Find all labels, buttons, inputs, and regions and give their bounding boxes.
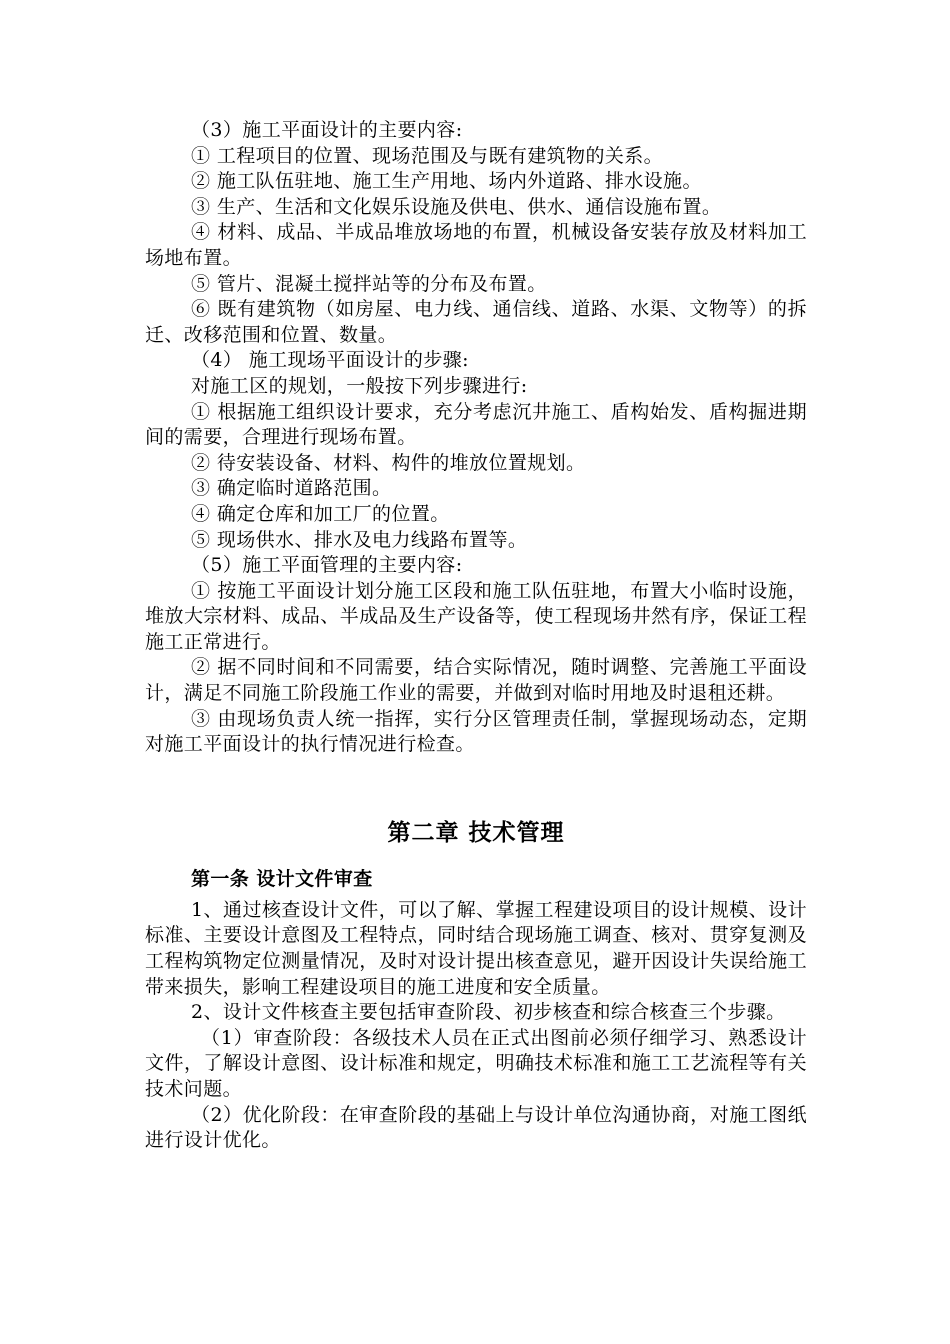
list-item: ⑤ 管片、混凝土搅拌站等的分布及布置。 xyxy=(191,272,547,295)
list-item: ② 待安装设备、材料、构件的堆放位置规划。 xyxy=(191,451,586,474)
paragraph: 2、设计文件核查主要包括审查阶段、初步核查和综合核查三个步骤。 xyxy=(191,1001,786,1024)
chapter-title: 第二章 技术管理 xyxy=(387,819,565,846)
list-item: ⑥ 既有建筑物（如房屋、电力线、通信线、道路、水渠、文物等）的拆迁、改移范围和位置、数量。 xyxy=(145,298,807,346)
list-item: ⑤ 现场供水、排水及电力线路布置等。 xyxy=(191,528,528,551)
article-title: 第一条 设计文件审查 xyxy=(191,867,373,890)
list-item: ④ 材料、成品、半成品堆放场地的布置，机械设备安装存放及材料加工场地布置。 xyxy=(145,221,807,269)
list-item: ③ 由现场负责人统一指挥，实行分区管理责任制，掌握现场动态，定期对施工平面设计的执行情况进行检查。 xyxy=(145,707,807,756)
heading-4: （4） 施工现场平面设计的步骤: xyxy=(191,349,469,372)
list-item: ② 施工队伍驻地、施工生产用地、场内外道路、排水设施。 xyxy=(191,170,702,193)
heading-3: （3）施工平面设计的主要内容: xyxy=(191,119,463,141)
document-page xyxy=(145,118,807,1154)
list-item: ③ 生产、生活和文化娱乐设施及供电、供水、通信设施布置。 xyxy=(191,195,722,218)
list-item: ④ 确定仓库和加工厂的位置。 xyxy=(191,502,450,525)
list-item: ② 据不同时间和不同需要，结合实际情况，随时调整、完善施工平面设计，满足不同施工阶段施工作业的需要，并做到对临时用地及时退租还耕。 xyxy=(145,656,807,705)
paragraph: （2）优化阶段：在审查阶段的基础上与设计单位沟通协商，对施工图纸进行设计优化。 xyxy=(145,1103,807,1152)
intro-4: 对施工区的规划，一般按下列步骤进行: xyxy=(191,374,528,397)
list-item: ① 根据施工组织设计要求，充分考虑沉井施工、盾构始发、盾构掘进期间的需要，合理进行现场布置。 xyxy=(145,400,807,449)
list-item: ③ 确定临时道路范围。 xyxy=(191,477,392,500)
paragraph: （1）审查阶段：各级技术人员在正式出图前必须仔细学习、熟悉设计文件，了解设计意图、设计标准和规定，明确技术标准和施工工艺流程等有关技术问题。 xyxy=(145,1026,807,1100)
heading-5: （5）施工平面管理的主要内容: xyxy=(191,554,463,577)
list-item: ① 按施工平面设计划分施工区段和施工队伍驻地，布置大小临时设施，堆放大宗材料、成品、半成品及生产设备等，使工程现场井然有序，保证工程施工正常进行。 xyxy=(145,579,807,653)
paragraph: 1、通过核查设计文件，可以了解、掌握工程建设项目的设计规模、设计标准、主要设计意图及工程特点，同时结合现场施工调查、核对、贯穿复测及工程构筑物定位测量情况，及时对设计提出核查意见，避开因设计失误给施工带来损失，影响工程建设项目的施工进度和安全质量。 xyxy=(145,898,807,998)
list-item: ① 工程项目的位置、现场范围及与既有建筑物的关系。 xyxy=(191,144,664,167)
